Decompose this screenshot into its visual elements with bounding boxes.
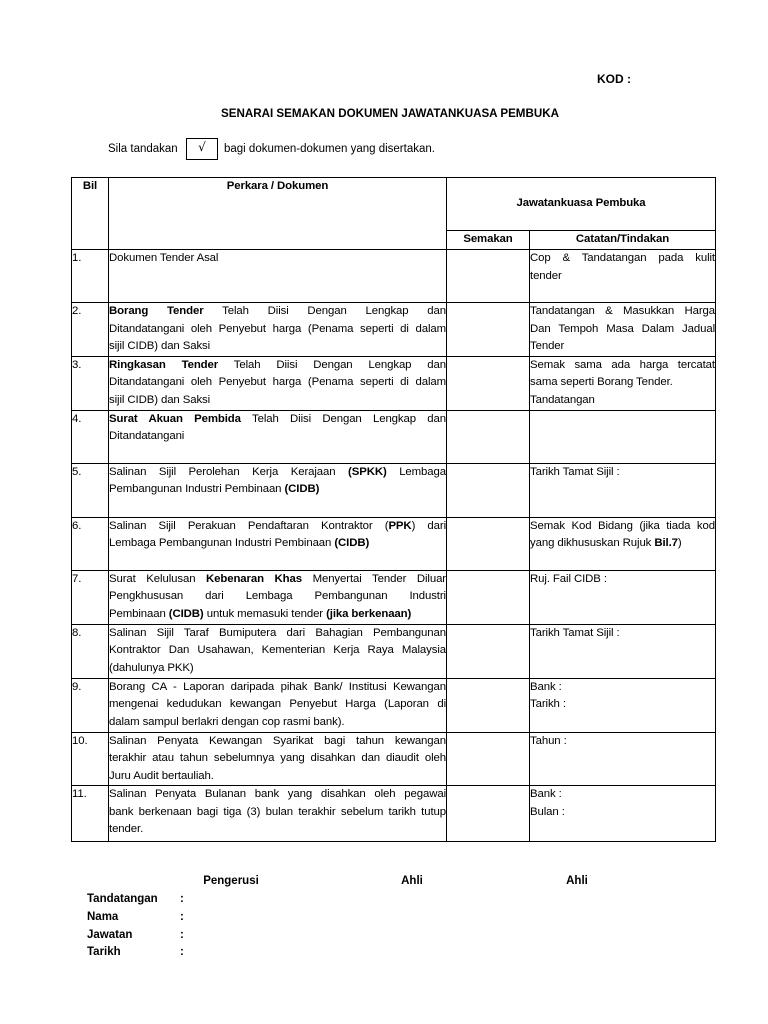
text-segment: PPK [388,519,412,532]
text-line [109,768,446,786]
catatan-cell [530,356,716,410]
cell-paragraph [109,357,446,410]
text-segment: Salinan Sijil Taraf Bumiputera dari Bahagian Pembangunan [109,626,446,639]
cell-paragraph [109,303,446,356]
field-label-tandatangan: Tandatangan [87,893,158,905]
text-line [530,250,715,268]
document-item [109,678,447,732]
text-line [530,392,715,410]
text-line [530,321,715,339]
text-segment: Pengkhususan dari Lembaga Pembangunan Industri [109,590,446,602]
catatan-cell [530,250,716,303]
role-pengerusi: Pengerusi [203,875,259,887]
text-segment: Borang CA - Laporan daripada pihak Bank/ Institusi Kewangan [109,680,446,693]
text-line [109,428,446,446]
text-line [530,696,715,714]
kod-label: KOD : [597,72,631,86]
cell-paragraph [109,464,446,499]
text-line [109,250,446,268]
text-segment: Salinan Sijil Perolehan Kerja Kerajaan [109,465,349,478]
text-segment: Ruj. Fail CIDB : [530,572,607,585]
text-segment: Ditandatangani oleh Penyebut harga (Penama seperti di dalam [109,322,446,335]
text-line [109,357,446,375]
text-line [109,786,446,804]
text-line [530,804,715,822]
text-line [109,374,446,392]
text-line [109,606,446,624]
text-line [109,642,446,660]
text-line [109,481,446,499]
header-catatan: Catatan/Tindakan [530,231,716,250]
semakan-check-cell [447,786,530,842]
table-row [72,356,716,410]
text-line [109,750,446,768]
document-item [109,250,447,303]
cell-paragraph [530,303,715,356]
cell-paragraph [530,733,715,751]
cell-paragraph [530,625,715,643]
field-label-jawatan: Jawatan [87,929,133,941]
checklist-body [72,250,716,842]
row-number: 11. [72,786,109,842]
text-line [109,303,446,321]
document-item [109,303,447,357]
table-row [72,786,716,842]
text-segment: Tahun : [530,734,567,747]
catatan-cell [530,303,716,357]
text-segment: Salinan Penyata Bulanan bank yang disahkan oleh pegawai [109,788,446,800]
semakan-check-cell [447,250,530,303]
row-number: 6. [72,517,109,570]
text-line [109,588,446,606]
text-line [109,696,446,714]
cell-paragraph [530,696,715,714]
header-row [72,178,716,231]
semakan-check-cell [447,517,530,570]
semakan-check-cell [447,303,530,357]
text-segment: (SPKK) [348,465,387,478]
table-header [72,178,716,250]
text-segment: Pembinaan [109,607,169,620]
header-bil: Bil [72,178,109,250]
text-segment: Kontraktor Dan Usahawan, Kementerian Kerja Raya Malaysia [109,644,446,656]
header-jawatankuasa: Jawatankuasa Pembuka [447,178,716,231]
cell-paragraph [530,357,715,392]
text-line [109,392,446,410]
semakan-check-cell [447,463,530,517]
cell-paragraph [109,571,446,624]
text-segment: Tarikh Tamat Sijil : [530,465,620,478]
semakan-check-cell [447,678,530,732]
text-segment: Bank : [530,788,562,800]
text-segment: Surat Akuan Pembida [109,412,241,425]
cell-paragraph [109,518,446,553]
text-segment: Tender [530,340,565,352]
document-item [109,410,447,463]
field-label-tarikh: Tarikh [87,946,121,958]
text-segment: (dahulunya PKK) [109,661,194,674]
text-segment: Semak Kod Bidang (jika tiada kod [530,519,715,532]
text-segment: sijil CIDB) dan Saksi [109,393,211,406]
table-row [72,410,716,463]
row-number: 8. [72,624,109,678]
text-segment: untuk memasuki tender [203,607,327,620]
table-row [72,732,716,786]
text-segment: Tandatangan [530,393,595,406]
text-line [109,821,446,839]
document-item [109,786,447,842]
text-segment: (CIDB) [284,483,320,495]
cell-paragraph [109,679,446,732]
cell-paragraph [530,392,715,410]
text-line [109,535,446,553]
document-item [109,570,447,624]
text-segment: Salinan Sijil Perakuan Pendaftaran Kontraktor ( [109,519,389,532]
text-line [530,571,715,589]
text-segment: mengenai kedudukan kewangan Penyebut Harga (Laporan di [109,698,446,710]
text-segment: Bulan : [530,805,565,818]
row-number: 2. [72,303,109,357]
text-segment: Juru Audit bertauliah. [109,769,214,782]
cell-paragraph [109,411,446,446]
row-number: 1. [72,250,109,303]
text-segment: Borang Tender [109,305,204,317]
text-line [109,679,446,697]
catatan-cell [530,570,716,624]
cell-paragraph [530,518,715,553]
row-number: 7. [72,570,109,624]
text-segment: Bil.7 [654,537,678,549]
text-line [530,303,715,321]
text-line [109,804,446,822]
text-segment: Dokumen Tender Asal [109,252,219,264]
text-segment: Pembangunan Industri Pembinaan [109,483,285,495]
cell-paragraph [109,786,446,839]
row-number: 4. [72,410,109,463]
text-segment: dalam sampul berlakri dengan cop rasmi bank). [109,715,345,728]
instruction-text-suffix: bagi dokumen-dokumen yang disertakan. [224,143,435,155]
table-row [72,570,716,624]
cell-paragraph [530,679,715,697]
text-segment: Ditandatangani oleh Penyebut harga (Penama seperti di dalam [109,376,446,388]
document-item [109,463,447,517]
role-ahli-1: Ahli [401,875,423,887]
text-segment: sijil CIDB) dan Saksi [109,340,211,352]
text-line [530,464,715,482]
text-segment: (CIDB) [168,607,204,620]
row-number: 9. [72,678,109,732]
text-line [109,518,446,536]
tick-mark-icon: √ [198,140,206,154]
document-item [109,624,447,678]
header-semakan: Semakan [447,231,530,250]
text-line [530,338,715,356]
text-line [530,518,715,536]
catatan-cell [530,624,716,678]
catatan-cell [530,517,716,570]
text-segment: Telah Diisi Dengan Lengkap dan [203,305,446,317]
catatan-cell [530,786,716,842]
text-segment: sama seperti Borang Tender. [530,376,673,388]
text-segment: Ringkasan Tender [109,358,219,371]
text-segment: Surat Kelulusan [109,572,206,585]
row-number: 5. [72,463,109,517]
semakan-check-cell [447,732,530,786]
text-segment: yang dikhususkan Rujuk [530,537,655,549]
text-segment: Tandatangan & Masukkan Harga [530,305,715,317]
text-segment: Kebenaran Khas [206,572,302,585]
text-segment: Telah Diisi Dengan Lengkap dan [240,412,446,425]
text-line [109,571,446,589]
table-row [72,678,716,732]
text-line [109,625,446,643]
cell-paragraph [530,571,715,589]
tick-box [186,138,218,160]
cell-paragraph [530,250,715,285]
catatan-cell [530,463,716,517]
text-segment: Ditandatangani [109,430,185,442]
text-segment: (jika berkenaan) [326,607,412,620]
text-segment: bank berkenaan bagi tiga (3) bulan terakhir sebelum tarikh tutup [109,805,446,818]
text-line [109,733,446,751]
cell-paragraph [109,733,446,786]
text-line [530,679,715,697]
semakan-check-cell [447,356,530,410]
catatan-cell [530,732,716,786]
text-segment: Bank : [530,680,562,693]
text-segment: Tarikh Tamat Sijil : [530,626,620,639]
text-line [109,660,446,678]
text-line [530,268,715,286]
semakan-check-cell [447,410,530,463]
text-line [109,714,446,732]
text-segment: tender [530,269,562,282]
document-item [109,356,447,410]
text-segment: Semak sama ada harga tercatat [530,358,715,371]
text-segment: (CIDB) [334,537,370,549]
text-segment: tender. [109,823,144,835]
field-colon-jawatan: : [180,929,184,941]
semakan-check-cell [447,624,530,678]
role-ahli-2: Ahli [566,875,588,887]
table-row [72,517,716,570]
text-segment: terakhir atau tahun sebelumnya yang disahkan dan diaudit oleh [109,752,446,764]
text-line [109,338,446,356]
text-segment: Telah Diisi Dengan Lengkap dan [218,358,446,371]
document-item [109,517,447,570]
text-segment: ) [677,537,682,549]
text-segment: Lembaga [386,465,446,478]
cell-paragraph [109,625,446,678]
text-line [530,625,715,643]
text-line [530,535,715,553]
catatan-cell [530,410,716,463]
text-line [530,733,715,751]
text-segment: Salinan Penyata Kewangan Syarikat bagi tahun kewangan [109,734,446,747]
catatan-cell [530,678,716,732]
text-line [530,357,715,375]
document-item [109,732,447,786]
table-row [72,463,716,517]
field-colon-tarikh: : [180,946,184,958]
field-colon-tandatangan: : [180,893,184,905]
cell-paragraph [530,804,715,822]
table-row [72,303,716,357]
cell-paragraph [530,786,715,804]
text-line [530,786,715,804]
header-perkara: Perkara / Dokumen [109,178,447,250]
cell-paragraph [109,250,446,268]
checklist-table [71,177,716,842]
text-segment: Tarikh : [530,698,566,710]
field-label-nama: Nama [87,911,119,923]
text-segment: Lembaga Pembangunan Industri Pembinaan [109,537,335,549]
table-row [72,250,716,303]
text-segment: Cop & Tandatangan pada kulit [530,252,715,264]
semakan-check-cell [447,570,530,624]
instruction-text: Sila tandakan [108,143,178,155]
text-line [109,321,446,339]
cell-paragraph [530,464,715,482]
row-number: 10. [72,732,109,786]
field-colon-nama: : [180,911,184,923]
text-segment: ) dari [411,519,446,532]
text-line [530,374,715,392]
text-segment: Dan Tempoh Masa Dalam Jadual [530,322,715,335]
text-line [109,411,446,429]
document-title: SENARAI SEMAKAN DOKUMEN JAWATANKUASA PEMBUKA [221,107,559,120]
text-segment: Menyertai Tender Diluar [302,572,446,585]
table-row [72,624,716,678]
row-number: 3. [72,356,109,410]
text-line [109,464,446,482]
